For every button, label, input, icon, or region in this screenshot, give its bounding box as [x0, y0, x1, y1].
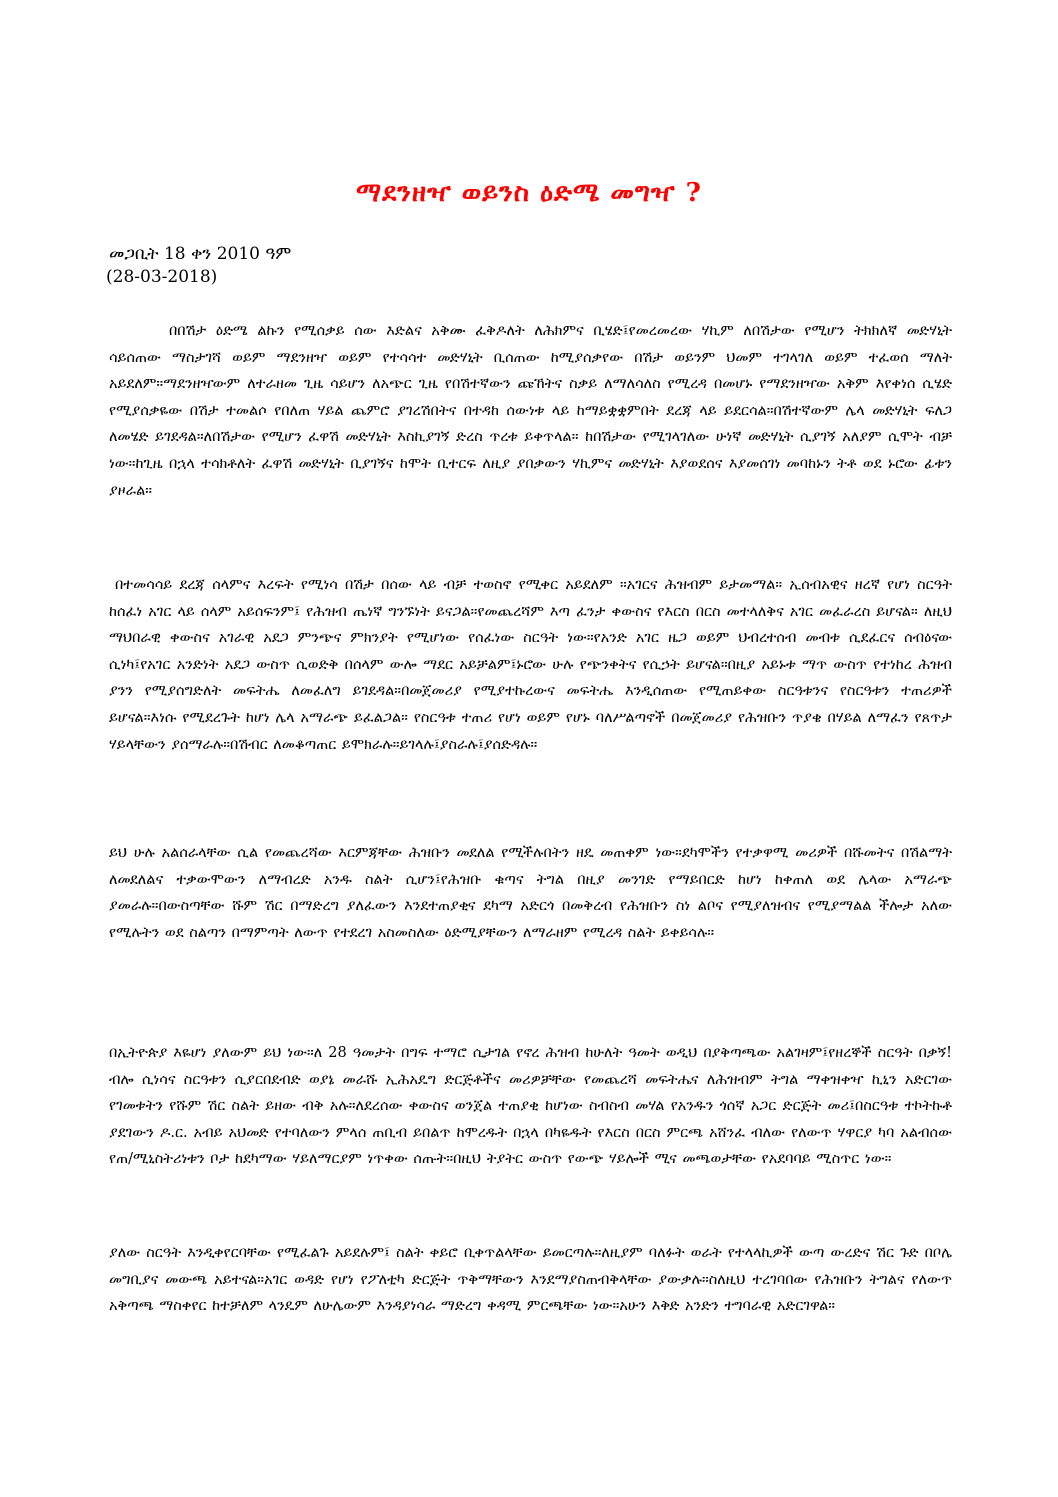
- paragraph: በተመሳሳይ ደረጃ ሰላምና እረፍት የሚነሳ በሽታ በሰው ላይ ብቻ ተወስኖ የሚቀር አይደለም ።አገርና ሕዝብም ይታመማል። ኢሰብአዊና ዘረኛ የሆነ ስርዓት ከሰፈነ አገር ላይ ሰላም አይሰፍንም፤ የሕዝብ ጤነኛ ግንኙነት ይናጋል።የመጨረሻም እጣ ፈንታ ቀውስና የእርስ በርስ መተላለቅና አገር መፈራረስ ይሆናል። ለዚህ ማህበራዊ ቀውስና አገራዊ አደጋ ምንጭና ምክንያት የሚሆነው የሰፈነው ስርዓት ነው።የአንድ አገር ዜጋ ወይም ህብረተሰብ መብቱ ሲደፈርና ሰብዕናው ሲነካ፤የአገር አንድነት አደጋ ውስጥ ሲወድቅ በሰላም ውሎ ማደር አይቻልም፤ኑሮው ሁሉ የጭንቀትና የሲኃት ይሆናል።በዚያ አይኑቱ ማጥ ውስጥ የተነከረ ሕዝብ ያንን የሚያሰግድለት መፍትሔ ለመፈለግ ይገደዳል።በመጀመሪያ የሚያተኩረውና መፍትሔ እንዲሰጠው የሚጠይቀው ስርዓቱንና የስርዓቱን ተጠሪዎች ይሆናል።እነሱ የሚደረጉት ከሆነ ሌላ አማራጭ ይፈልጋል። የስርዓቱ ተጠሪ የሆነ ወይም የሆኑ ባለሥልጣኖች በመጀመሪያ የሕዝቡን ጥያቄ በሃይል ለማፈን የጸጥታ ሃይላቸውን ያሰማራሉ።በሽብር ለመቆጣጠር ይሞክራሉ።ይገላሉ፤ያስራሉ፤ያሰድዳሉ።: [109, 577, 952, 753]
- paragraph: ያለው ስርዓት እንዲቀየርባቸው የሚፈልጉ አይደሉም፤ ስልት ቀይሮ ቢቀጥልላቸው ይመርጣሉ።ለዚያም ባለፉት ወራት የተላላኪዎች ውጣ ውረድና ሽር ጉድ በቦሌ መግቢያና መውጫ አይተናል።አገር ወዳድ የሆነ የፖለቲካ ድርጅት ጥቅማቸውን እንደማያስጠብቅላቸው ያውቃሉ።ስለዚህ ተረገባበው የሕዝቡን ትግልና የለውጥ አቅጣጫ ማስቀየር ከተቻለም ላንዴም ለሁሌውም እንዳያነሳራ ማድረግ ቀዳሚ ምርጫቸው ነው።አሁን እቅድ አንድን ተግባራዊ አድርገዋል።: [109, 1245, 952, 1315]
- paragraph: ይህ ሁሉ አልሰራላቸው ሲል የመጨረሻው እርምጃቸው ሕዝቡን መደለል የሚችሉበትን ዘዴ መጠቀም ነው።ደካሞችን የተቃዋሚ መሪዎች በሹመትና በሽልማት ለመደለልና ተቃውሞውን ለማብረድ አንዱ ስልት ሲሆን፤የሕዝቡ ቁጣና ትግል በዚያ መንገድ የማይበርድ ከሆነ ከቀጠለ ወደ ሌላው አማራጭ ያመራሉ።በውስጣቸው ሹም ሽር በማድረግ ያለፈውን እንደተጠያቂና ደካማ አድርጎ በመቅረብ የሕዝቡን ስነ ልቦና የሚያለዝብና የሚያማልል ችሎታ አለው የሚሉትን ወደ ስልጣን በማምጣት ለውጥ የተደረገ አስመስለው ዕድሚያቸውን ለማራዘም የሚረዳ ስልት ይቀይሳሉ።: [109, 845, 952, 941]
- date-gregorian: (28-03-2018): [106, 267, 218, 287]
- paragraph: በኢትዮጵያ እዬሆነ ያለውም ይህ ነው።ለ 28 ዓመታት በግፍ ተማሮ ሲታገል የኖረ ሕዝብ ከሁለት ዓመት ወዲህ በያቅጣጫው አልገዛም፤የዘረኞች ስርዓት በቃኝ! ብሎ ሲነሳና ስርዓቱን ሲያርበደብድ ወያኔ መራሹ ኢሕአዴግ ድርጅቶችና መሪዎቻቸው የመጨረሻ መፍትሔና ለሕዝብም ትግል ማቀዝቀዣ ኪኒን አድርገው የገመቱትን የሹም ሽር ስልት ይዘው ብቅ አሉ።ለደረሰው ቀውስና ወንጀል ተጠያቂ ከሆነው ስብስብ መሃል የአንዱን ጎሰኛ አጋር ድርጅት መሪ፤በስርዓቱ ተኮትኩቶ ያደገውን ዶ.ር. አብይ አህመድ የተባለውን ምላሰ ጠቢብ ይበልጥ ከሞረዱት በኋላ በካዬዱት የእርስ በርስ ምርጫ አሸንፈ ብለው የለውጥ ሃዋርያ ካባ አልብሰው የጠ/ሚኒስትሪነቱን ቦታ ከደካማው ሃይለማርያም ነጥቀው ሰጡት።በዚህ ትያትር ውስጥ የውጭ ሃይሎች ሚና መጫወታቸው የአደባባይ ሚስጥር ነው።: [109, 1045, 952, 1168]
- date-block: [106, 243, 292, 289]
- paragraph: በበሽታ ዕድሜ ልኩን የሚሰቃይ ሰው እድልና አቅሙ ፈቅዶለት ለሕክምና ቢሄድ፤የመረመረው ሃኪም ለበሽታው የሚሆን ትክክለኛ መድሃኒት ሳይሰጠው ማስታገሻ ወይም ማደንዘዣ ወይም የተሳሳተ መድሃኒት ቢሰጠው ከሚያሰቃየው በሽታ ወይንም ህመም ተገላገለ ወይም ተፈወሰ ማለት አይደለም።ማደንዘዣውም ለተራዘመ ጊዜ ሳይሆን ለአጭር ጊዜ የበሽተኛውን ጩኸትና ስቃይ ለማለሳለስ የሚረዳ በመሆኑ የማደንዘዣው አቅም እየቀነሰ ሲሄድ የሚያሰቃዬው በሽታ ተመልሶ የበለጠ ሃይል ጨምሮ ያገረሽበትና በተዳከ ሰውነቱ ላይ ከማይቋቋምበት ደረጃ ላይ ይደርሳል።በሽተኛውም ሌላ መድሃኒት ፍለጋ ለመሄድ ይገደዳል።ለበሽታው የሚሆን ፈዋሽ መድሃኒት እስኪያገኝ ድረስ ጥረቱ ይቀጥላል። ከበሽታው የሚገላገለው ሁነኛ መድሃኒት ሲያገኝ አለያም ሲሞት ብቻ ነው።ከጊዜ በኋላ ተሳክቶለት ፈዋሽ መድሃኒት ቢያገኝና ከሞት ቢተርፍ ለዚያ ያበቃውን ሃኪምና መድሃኒት እያወደሰና እያመሰገነ መባከኑን ትቶ ወደ ኑሮው ፊቱን ያዞራል።: [109, 323, 952, 499]
- document-title: ማደንዘዣ ወይንስ ዕድሜ መግዣ ?: [356, 178, 702, 208]
- date-ethiopian: መጋቢት 18 ቀን 2010 ዓም: [109, 244, 292, 264]
